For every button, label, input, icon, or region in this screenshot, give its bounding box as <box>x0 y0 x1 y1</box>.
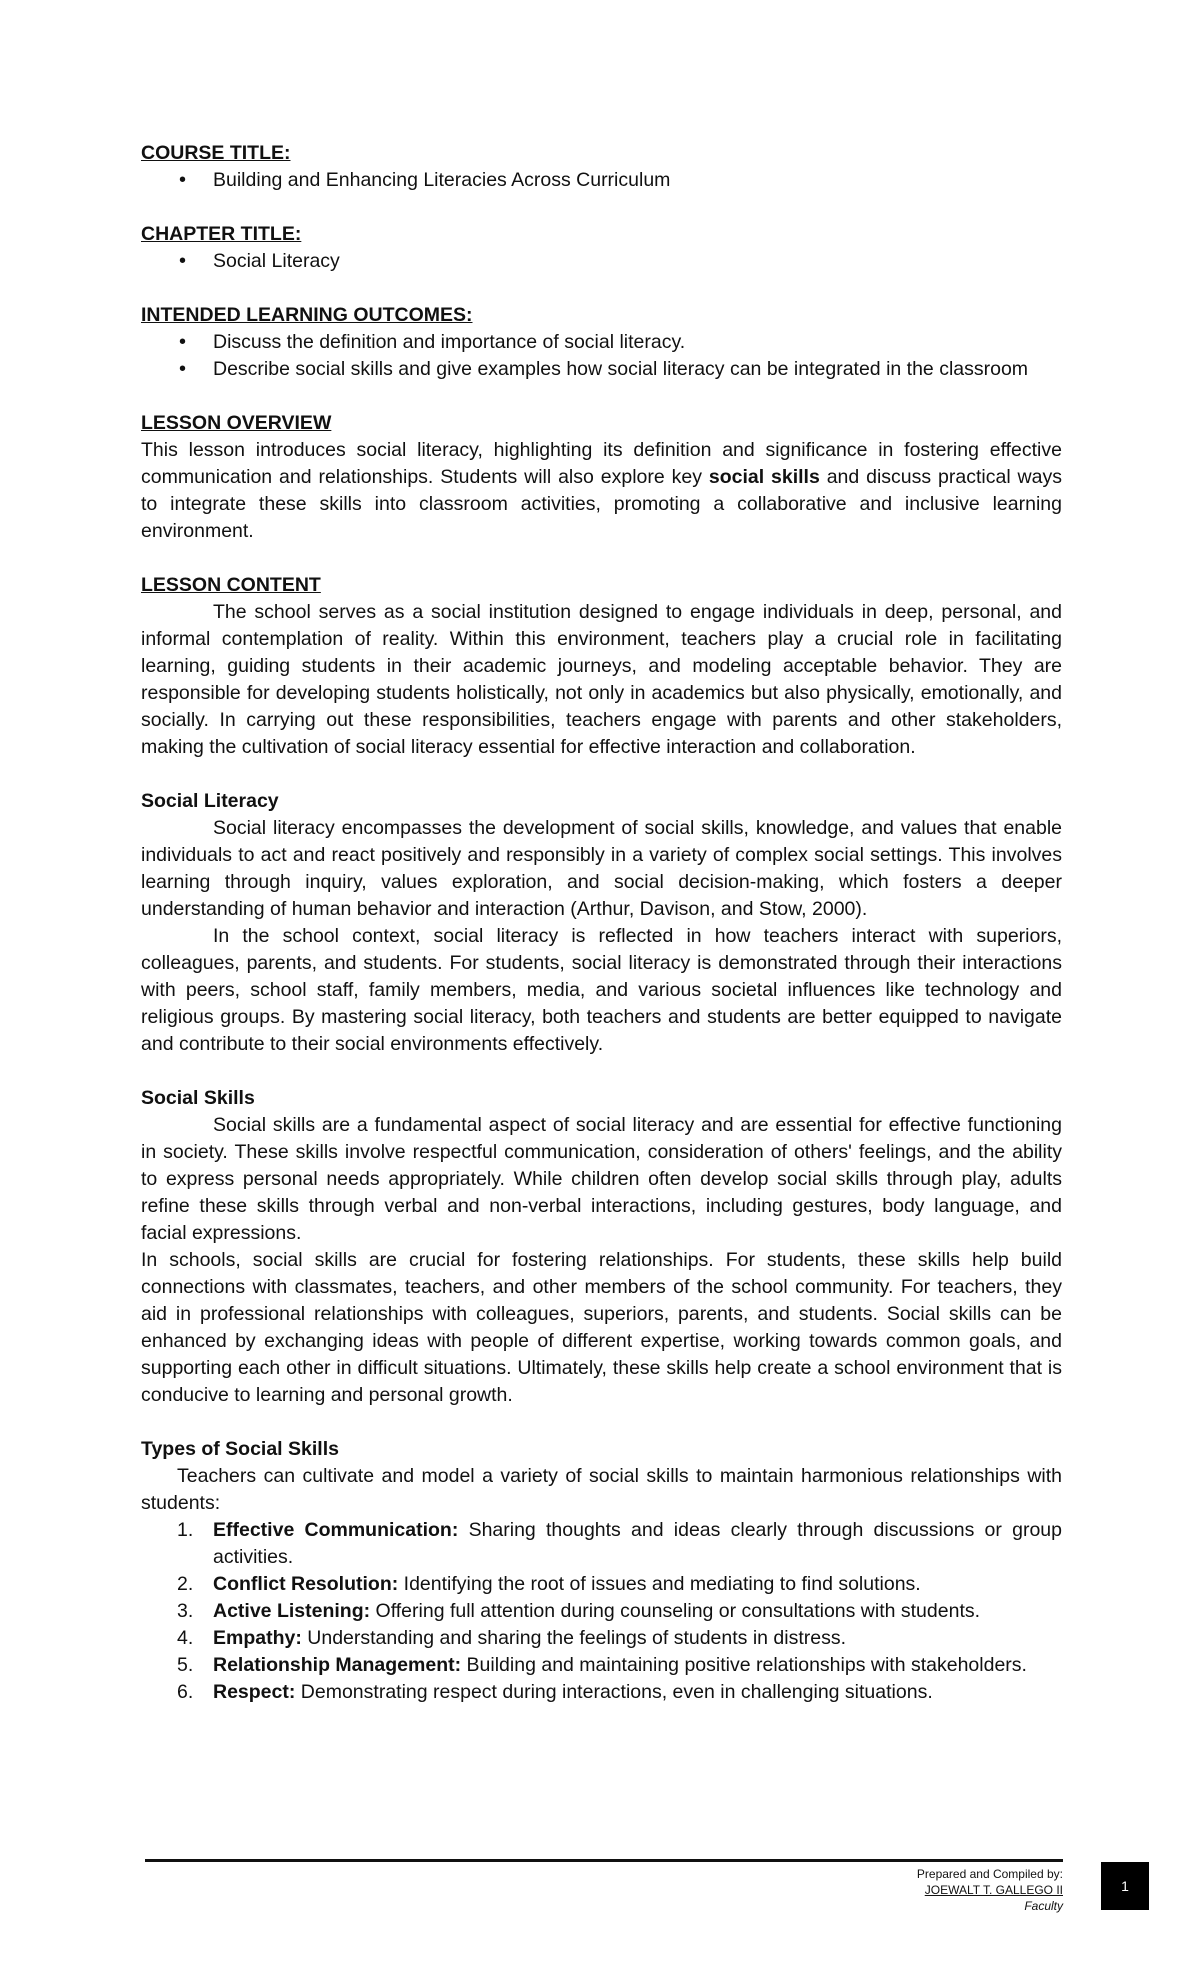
list-number: 4. <box>177 1627 194 1649</box>
overview-text-before: This lesson introduces social literacy, highlighting its definition and significance in fostering effective communication and relationships. Students will also explore key <box>141 439 1062 488</box>
course-title-list <box>141 167 1062 194</box>
document-body <box>141 140 1062 1706</box>
list-number: 3. <box>177 1600 194 1622</box>
footer-credits <box>917 1866 1063 1914</box>
list-item-term: Empathy: <box>213 1627 302 1649</box>
course-title-item: • Building and Enhancing Literacies Across Curriculum <box>213 167 1062 194</box>
lesson-content-heading: LESSON CONTENT <box>141 574 321 596</box>
list-item-description: Sharing thoughts and ideas clearly through discussions or group activities. <box>213 1519 1062 1568</box>
list-item-description: Demonstrating respect during interactions, even in challenging situations. <box>295 1681 933 1703</box>
list-item-term: Relationship Management: <box>213 1654 462 1676</box>
list-number: 1. <box>177 1519 194 1541</box>
learning-outcome-item: • Discuss the definition and importance of social literacy. <box>213 329 1062 356</box>
overview-text-after: and discuss practical ways to integrate these skills into classroom activities, promoting a collaborative and inclusive learning environment. <box>141 466 1062 542</box>
types-intro-paragraph: Teachers can cultivate and model a variety of social skills to maintain harmonious relationships with students: <box>141 1465 1062 1514</box>
list-item <box>177 1652 1062 1679</box>
list-item <box>177 1679 1062 1706</box>
list-number: 5. <box>177 1654 194 1676</box>
lesson-overview-heading: LESSON OVERVIEW <box>141 412 332 434</box>
list-item-term: Respect: <box>213 1681 296 1703</box>
list-number: 2. <box>177 1573 194 1595</box>
list-item <box>177 1571 1062 1598</box>
learning-outcome-item: • Describe social skills and give examples how social literacy can be integrated in the classroom <box>213 356 1062 383</box>
list-item-description: Building and maintaining positive relationships with stakeholders. <box>461 1654 1027 1676</box>
lesson-overview-paragraph <box>141 437 1062 545</box>
footer-prepared-label: Prepared and Compiled by: <box>916 1867 1063 1881</box>
social-literacy-paragraph: Social literacy encompasses the development of social skills, knowledge, and values that enable individuals to act and react positively and responsibly in a variety of complex social settings. This involves learning through inquiry, values exploration, and social decision-making, which fosters a deeper understanding of human behavior and interaction (Arthur, Davison, and Stow, 2000). <box>141 817 1062 920</box>
overview-bold-term: social skills <box>708 466 820 488</box>
list-item-description: Understanding and sharing the feelings of students in distress. <box>301 1627 847 1649</box>
list-item-description: Identifying the root of issues and mediating to find solutions. <box>398 1573 921 1595</box>
footer-author-role: Faculty <box>1024 1899 1063 1913</box>
social-skills-heading: Social Skills <box>141 1087 255 1109</box>
chapter-title-item: • Social Literacy <box>213 248 1062 275</box>
course-title-heading: COURSE TITLE: <box>141 142 291 164</box>
learning-outcomes-heading: INTENDED LEARNING OUTCOMES: <box>141 304 473 326</box>
list-item-description: Offering full attention during counseling or consultations with students. <box>370 1600 981 1622</box>
lesson-content-paragraph: The school serves as a social institution designed to engage individuals in deep, personal, and informal contemplation of reality. Within this environment, teachers play a crucial role in facilitating learning, guiding students in their academic journeys, and modeling acceptable behavior. They are responsible for developing students holistically, not only in academics but also physically, emotionally, and socially. In carrying out these responsibilities, teachers engage with parents and other stakeholders, making the cultivation of social literacy essential for effective interaction and collaboration. <box>141 601 1062 758</box>
chapter-title-list <box>141 248 1062 275</box>
social-literacy-paragraph: In the school context, social literacy is reflected in how teachers interact with superiors, colleagues, parents, and students. For students, social literacy is demonstrated through their interactions with peers, school staff, family members, media, and various societal influences like technology and religious groups. By mastering social literacy, both teachers and students are better equipped to navigate and contribute to their social environments effectively. <box>141 925 1062 1055</box>
list-item <box>177 1517 1062 1571</box>
list-item <box>177 1598 1062 1625</box>
footer-divider <box>145 1859 1063 1862</box>
social-skills-list <box>141 1517 1062 1706</box>
footer-author-name: JOEWALT T. GALLEGO II <box>924 1883 1063 1897</box>
chapter-title-heading: CHAPTER TITLE: <box>141 223 302 245</box>
list-number: 6. <box>177 1681 194 1703</box>
list-item-term: Effective Communication: <box>213 1519 459 1541</box>
social-skills-paragraph: Social skills are a fundamental aspect of social literacy and are essential for effective functioning in society. These skills involve respectful communication, consideration of others' feelings, and the ability to express personal needs appropriately. While children often develop social skills through play, adults refine these skills through verbal and non-verbal interactions, including gestures, body language, and facial expressions. <box>141 1114 1062 1244</box>
learning-outcomes-list <box>141 329 1062 383</box>
page-number-badge: 1 <box>1101 1862 1149 1910</box>
list-item-term: Conflict Resolution: <box>213 1573 399 1595</box>
social-literacy-heading: Social Literacy <box>141 790 279 812</box>
list-item <box>177 1625 1062 1652</box>
social-skills-paragraph: In schools, social skills are crucial for fostering relationships. For students, these skills help build connections with classmates, teachers, and other members of the school community. For teachers, they aid in professional relationships with colleagues, superiors, parents, and students. Social skills can be enhanced by exchanging ideas with people of different expertise, working towards common goals, and supporting each other in difficult situations. Ultimately, these skills help create a school environment that is conducive to learning and personal growth. <box>141 1249 1062 1406</box>
types-of-social-skills-heading: Types of Social Skills <box>141 1438 339 1460</box>
list-item-term: Active Listening: <box>213 1600 371 1622</box>
